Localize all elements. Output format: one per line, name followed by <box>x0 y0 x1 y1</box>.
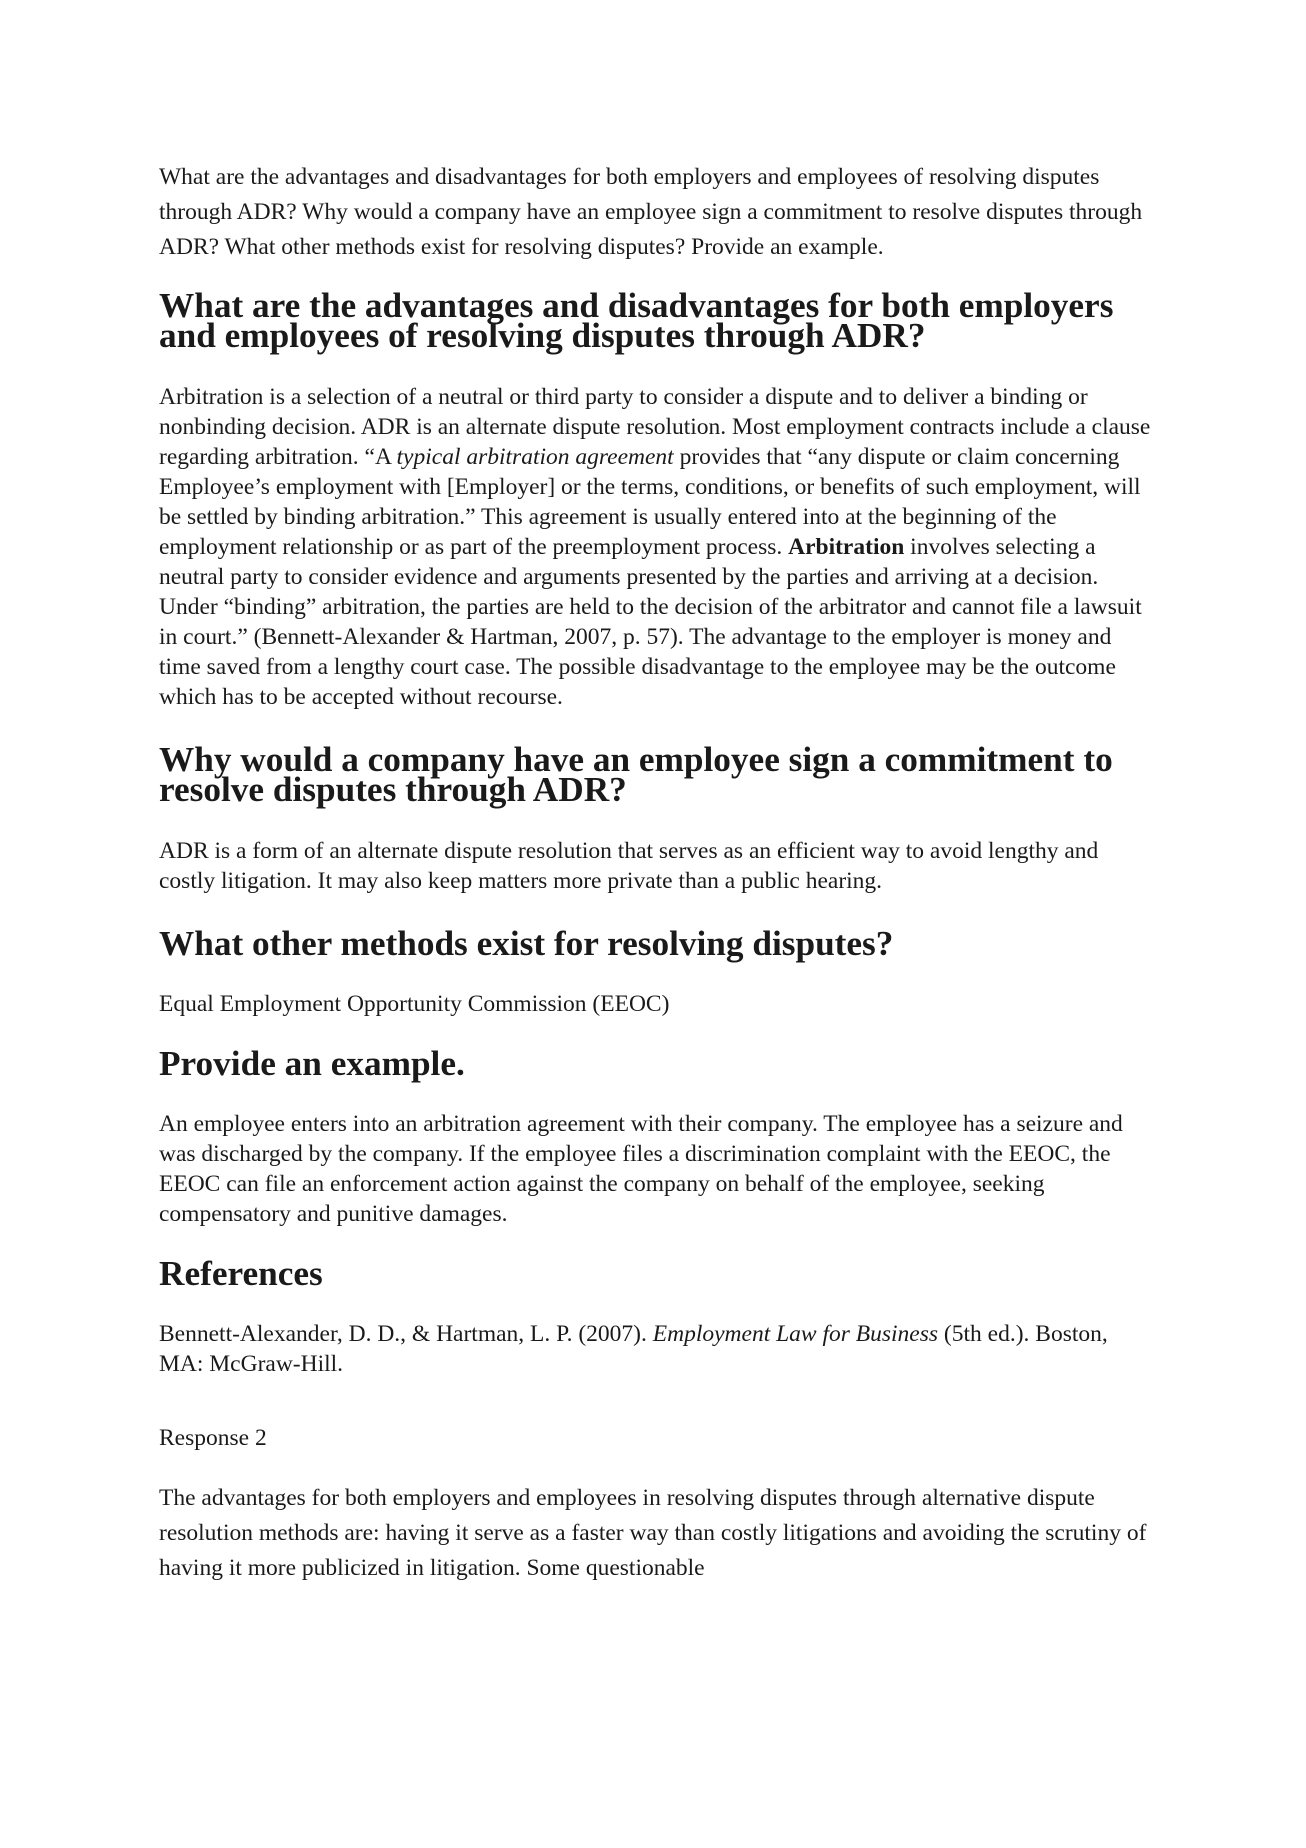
question-3-answer: Equal Employment Opportunity Commission (EEOC) <box>159 991 670 1017</box>
question-2-answer: ADR is a form of an alternate dispute resolution that serves as an efficient way to avoid lengthy and costly litigation. It may also keep matters more private than a public hearing. <box>159 838 1099 894</box>
reference-text-a: Bennett-Alexander, D. D., & Hartman, L. P. (2007). <box>159 1321 653 1347</box>
answer-1-text-c: involves selecting a neutral party to consider evidence and arguments presented by the parties and arriving at a decision. Under “binding” arbitration, the parties are held to the decision of the arbitrator and cannot file a lawsuit in court.” (Bennett-Alexander & Hartman, 2007, p. 57). The advantage to the employer is money and time saved from a lengthy court case. The possible disadvantage to the employee may be the outcome which has to be accepted without recourse. <box>159 534 1142 710</box>
question-4-heading: Provide an example. <box>159 1044 465 1083</box>
intro-paragraph: What are the advantages and disadvantages for both employers and employees of resolving disputes through ADR? Why would a company have an employee sign a commitment to resolve disputes through ADR? What other methods exist for resolving disputes? Provide an example. <box>159 164 1143 260</box>
question-1-answer <box>159 382 1154 712</box>
question-4-answer: An employee enters into an arbitration agreement with their company. The employee has a seizure and was discharged by the company. If the employee files a discrimination complaint with the EEOC, the EEOC can file an enforcement action against the company on behalf of the employee, seeking compensatory and punitive damages. <box>159 1111 1123 1227</box>
reference-title: Employment Law for Business <box>652 1321 939 1347</box>
reference-entry <box>159 1319 1154 1379</box>
answer-1-text-b: provides that “any dispute or claim concerning Employee’s employment with [Employer] or the terms, conditions, or benefits of such employment, will be settled by binding arbitration.” This agreement is usually entered into at the beginning of the employment relationship or as part of the preemployment process. <box>159 444 1141 560</box>
question-1-heading: What are the advantages and disadvantages for both employers and employees of resolving disputes through ADR? <box>159 286 1114 355</box>
reference-text-b: (5th ed.). Boston, MA: McGraw-Hill. <box>159 1321 1108 1377</box>
question-3-heading: What other methods exist for resolving disputes? <box>159 924 894 963</box>
answer-1-text-a: Arbitration is a selection of a neutral or third party to consider a dispute and to deliver a binding or nonbinding decision. ADR is an alternate dispute resolution. Most employment contracts include a clause regarding arbitration. “A <box>159 384 1151 470</box>
document-page <box>159 160 1154 1586</box>
response-2-body: The advantages for both employers and employees in resolving disputes through alternative dispute resolution methods are: having it serve as a faster way than costly litigations and avoiding the scrutiny of having it more publicized in litigation. Some questionable <box>159 1485 1147 1581</box>
question-2-heading: Why would a company have an employee sign a commitment to resolve disputes through ADR? <box>159 740 1113 809</box>
answer-1-bold: Arbitration <box>788 534 905 560</box>
references-heading: References <box>159 1254 323 1293</box>
answer-1-italic: typical arbitration agreement <box>396 444 674 470</box>
response-2-label: Response 2 <box>159 1425 267 1451</box>
